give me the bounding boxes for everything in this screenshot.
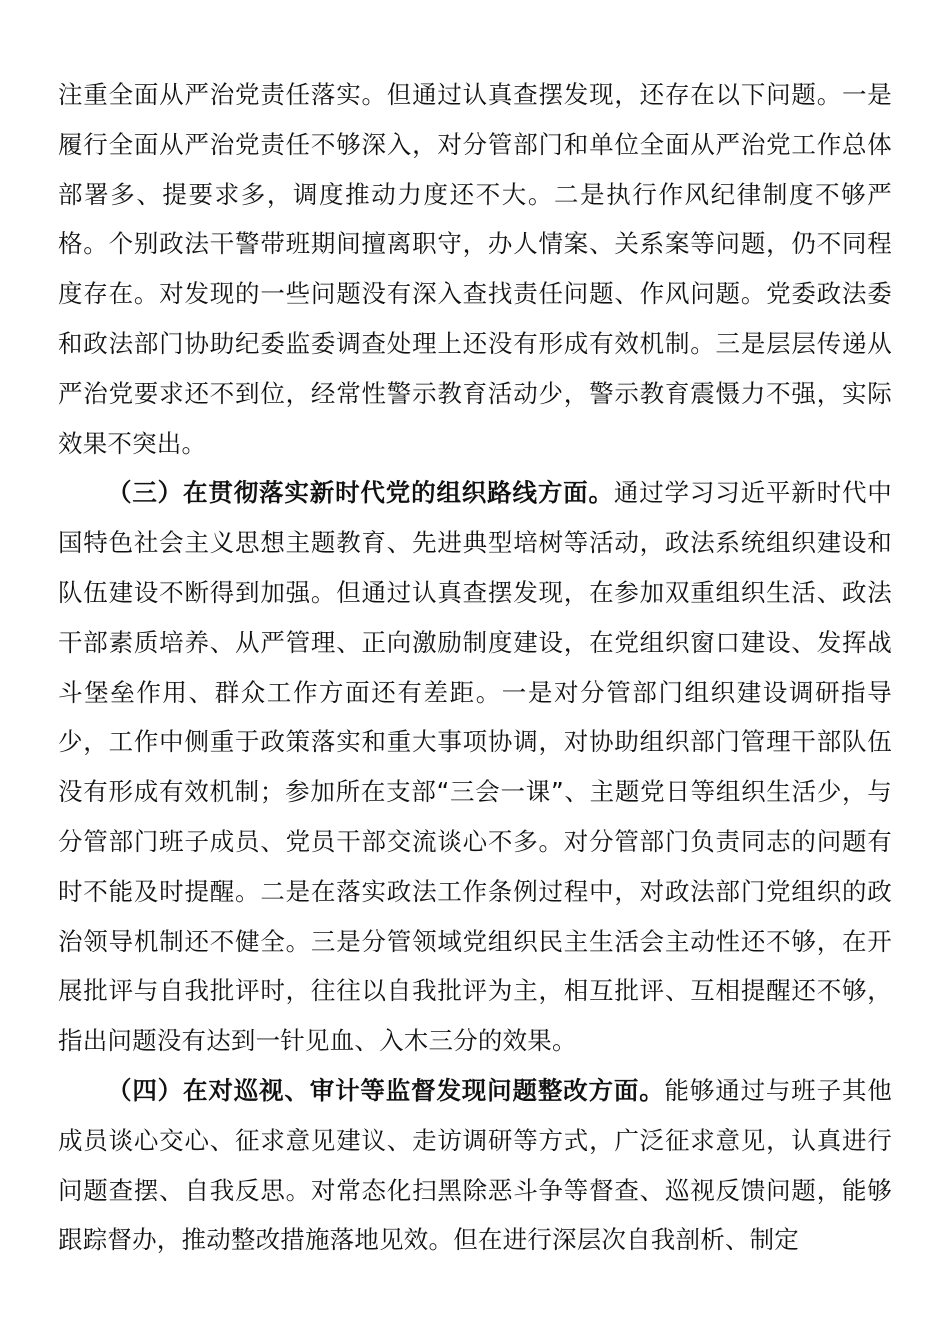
paragraph-continuation: 注重全面从严治党责任落实。但通过认真查摆发现，还存在以下问题。一是履行全面从严治党责任不够深入，对分管部门和单位全面从严治党工作总体部署多、提要求多，调度推动力度还不大。二是执行作风纪律制度不够严格。个别政法干警带班期间擅离职守，办人情案、关系案等问题，仍不同程度存在。对发现的一些问题没有深入查找责任问题、作风问题。党委政法委和政法部门协助纪委监委调查处理上还没有形成有效机制。三是层层传递从严治党要求还不到位，经常性警示教育活动少，警示教育震慑力不强，实际效果不突出。 bbox=[58, 80, 892, 458]
section-4-body: 能够通过与班子其他成员谈心交心、征求意见建议、走访调研等方式，广泛征求意见，认真进行问题查摆、自我反思。对常态化扫黑除恶斗争等督查、巡视反馈问题，能够跟踪督办，推动整改措施落地见效。但在进行深层次自我剖析、制定 bbox=[58, 1075, 892, 1255]
paragraph-section-3 bbox=[58, 468, 892, 1066]
section-3-heading: （三）在贯彻落实新时代党的组织路线方面。 bbox=[107, 478, 614, 508]
section-3-body: 通过学习习近平新时代中国特色社会主义思想主题教育、先进典型培树等活动，政法系统组织建设和队伍建设不断得到加强。但通过认真查摆发现，在参加双重组织生活、政法干部素质培养、从严管理、正向激励制度建设，在党组织窗口建设、发挥战斗堡垒作用、群众工作方面还有差距。一是对分管部门组织建设调研指导少，工作中侧重于政策落实和重大事项协调，对协助组织部门管理干部队伍没有形成有效机制；参加所在支部“三会一课”、主题党日等组织生活少，与分管部门班子成员、党员干部交流谈心不多。对分管部门负责同志的问题有时不能及时提醒。二是在落实政法工作条例过程中，对政法部门党组织的政治领导机制还不健全。三是分管领域党组织民主生活会主动性还不够，在开展批评与自我批评时，往往以自我批评为主，相互批评、互相提醒还不够，指出问题没有达到一针见血、入木三分的效果。 bbox=[58, 478, 893, 1056]
section-4-heading: （四）在对巡视、审计等监督发现问题整改方面。 bbox=[107, 1075, 665, 1105]
document-body bbox=[58, 70, 892, 1265]
paragraph-section-4 bbox=[58, 1066, 892, 1265]
